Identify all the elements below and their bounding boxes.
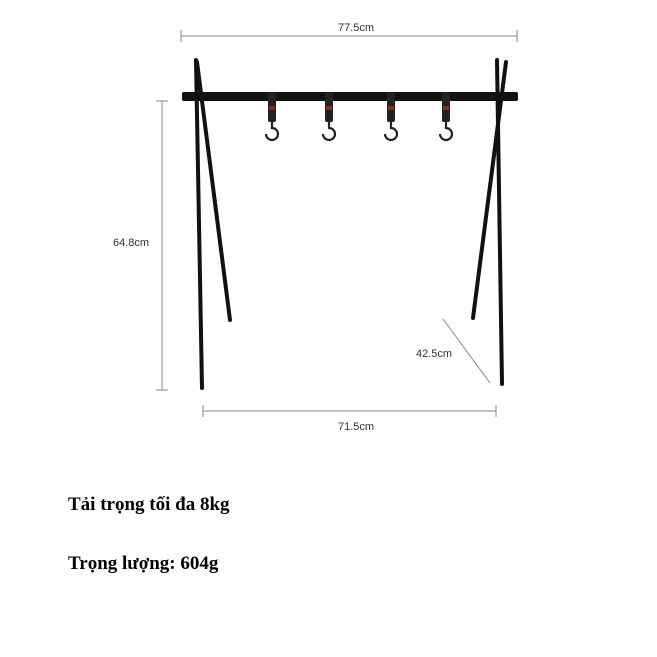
bottom-width-label: 71.5cm	[337, 421, 375, 433]
top-bar	[182, 92, 518, 101]
bottom-width-dimension	[203, 405, 496, 433]
top-width-dimension	[181, 19, 517, 42]
leg-spread-label: 42.5cm	[415, 348, 453, 360]
max-load-text: Tải trọng tối đa 8kg	[68, 494, 230, 515]
leg-spread-dimension	[416, 319, 490, 383]
weight-text: Trọng lượng: 604g	[68, 553, 219, 574]
height-dimension	[105, 101, 168, 390]
height-label: 64.8cm	[112, 237, 150, 249]
top-width-label: 77.5cm	[337, 22, 375, 34]
rack-frame	[196, 60, 506, 388]
